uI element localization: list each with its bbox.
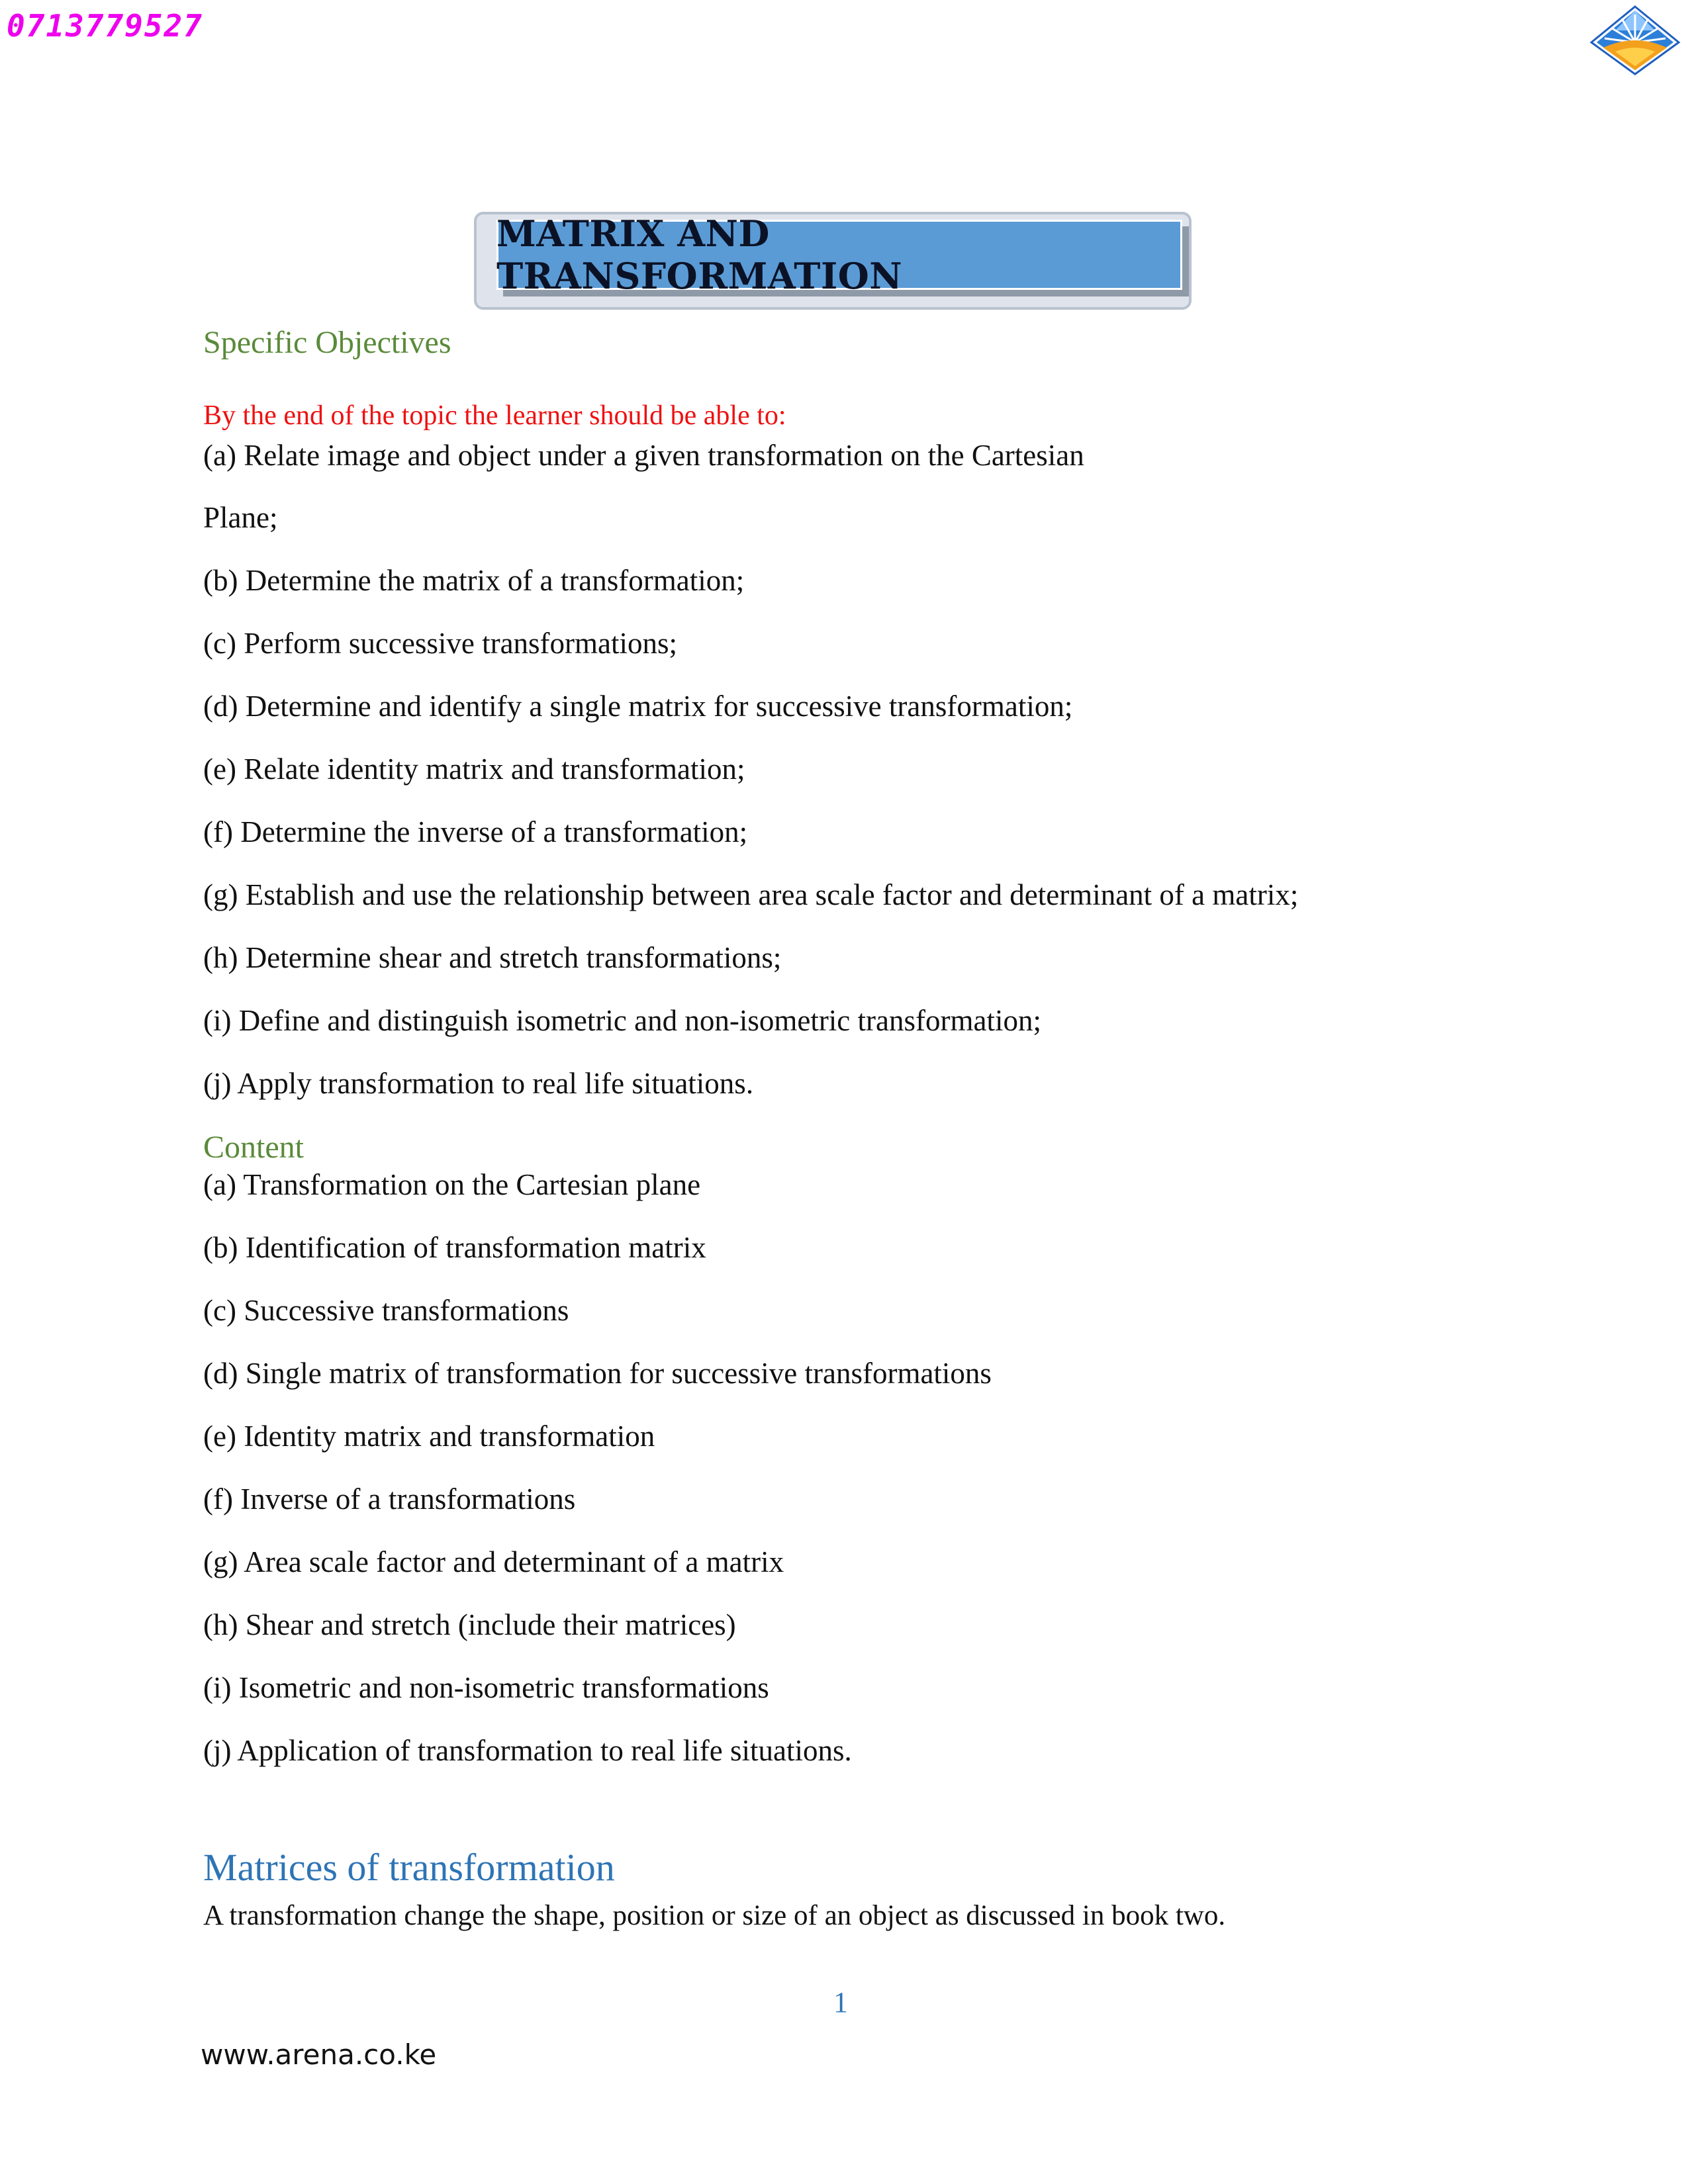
list-item: (j) Apply transformation to real life situations.: [203, 1067, 754, 1100]
objectives-intro: By the end of the topic the learner should be able to:: [203, 400, 786, 431]
list-item: Plane;: [203, 501, 278, 534]
section-paragraph: A transformation change the shape, position or size of an object as discussed in book two.: [203, 1900, 1226, 1931]
list-item: (g) Area scale factor and determinant of a matrix: [203, 1545, 784, 1578]
list-item: (d) Single matrix of transformation for successive transformations: [203, 1357, 992, 1390]
section-heading: Matrices of transformation: [203, 1846, 615, 1889]
title-banner: [474, 205, 1194, 311]
list-item: (h) Shear and stretch (include their matrices): [203, 1608, 736, 1641]
objectives-heading: Specific Objectives: [203, 325, 451, 360]
list-item: (c) Perform successive transformations;: [203, 627, 678, 660]
list-item: (b) Determine the matrix of a transformation;: [203, 564, 745, 597]
list-item: (a) Relate image and object under a given transformation on the Cartesian: [203, 439, 1084, 472]
list-item: (i) Isometric and non-isometric transformations: [203, 1671, 769, 1704]
list-item: (e) Relate identity matrix and transformation;: [203, 752, 745, 786]
list-item: (j) Application of transformation to real life situations.: [203, 1734, 852, 1767]
content-heading: Content: [203, 1130, 304, 1165]
list-item: (e) Identity matrix and transformation: [203, 1420, 655, 1453]
list-item: (c) Successive transformations: [203, 1294, 569, 1327]
list-item: (a) Transformation on the Cartesian plane: [203, 1168, 701, 1201]
list-item: (f) Determine the inverse of a transformation;: [203, 815, 748, 848]
page-number: 1: [833, 1986, 848, 2019]
list-item: (f) Inverse of a transformations: [203, 1482, 576, 1516]
arena-diamond-logo-icon: [1589, 4, 1681, 77]
list-item: (d) Determine and identify a single matrix for successive transformation;: [203, 690, 1073, 723]
list-item: (g) Establish and use the relationship between area scale factor and determinant of a matrix;: [203, 878, 1299, 911]
footer-website-link[interactable]: www.arena.co.ke: [201, 2038, 437, 2071]
list-item: (b) Identification of transformation matrix: [203, 1231, 706, 1264]
header-phone-number: 0713779527: [7, 8, 203, 44]
page-title: MATRIX AND TRANSFORMATION: [496, 212, 903, 297]
list-item: (i) Define and distinguish isometric and non-isometric transformation;: [203, 1004, 1041, 1037]
list-item: (h) Determine shear and stretch transformations;: [203, 941, 782, 974]
